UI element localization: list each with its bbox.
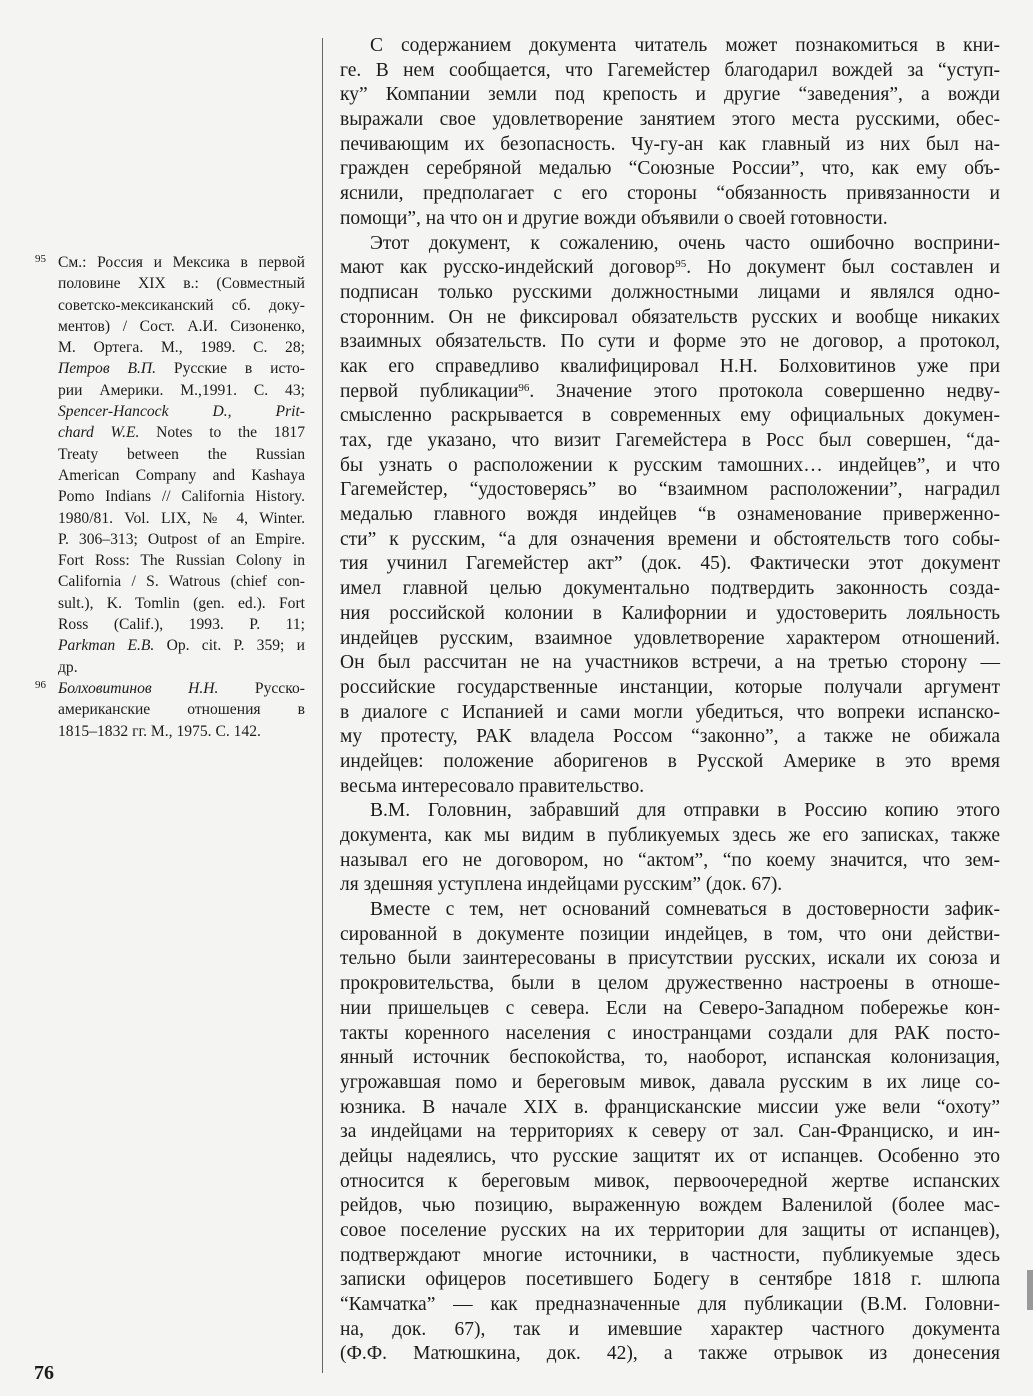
text-run: рии Америки. М.,1991. С. 43;	[58, 381, 305, 399]
text-line	[340, 1046, 1000, 1071]
text-run: смысленно раскрывается в современных ему официальных докумен-	[340, 405, 1000, 427]
footnote-line	[35, 380, 305, 401]
text-line	[340, 1244, 1000, 1269]
text-line	[340, 997, 1000, 1022]
text-run: печивающим их безопасность. Чу-гу-ан как главный из них был на-	[340, 133, 1000, 155]
footnote-reference: 95	[675, 258, 687, 271]
text-run: Вместе с тем, нет оснований сомневаться в достоверности зафик-	[370, 899, 1000, 921]
footnote-line	[35, 699, 305, 720]
text-run: весьма интересовало правительство.	[340, 775, 645, 797]
text-run: прокровительства, были в целом дружественно настроены в отноше-	[340, 973, 1000, 995]
text-line	[340, 676, 1000, 701]
text-run: сированной в документе позиции индейцев, в том, что они действи-	[340, 923, 1000, 945]
footnote-line	[35, 508, 305, 529]
text-run: Op. cit. P. 359; и	[154, 637, 306, 655]
text-run: American Company and Kashaya	[58, 466, 305, 484]
text-run: В.М. Головнин, забравший для отправки в Россию копию этого	[370, 800, 1000, 822]
text-run: Pomo Indians // California History.	[58, 488, 305, 506]
text-line	[340, 824, 1000, 849]
text-run: половине XIX в.: (Совместный	[58, 275, 305, 293]
text-line	[340, 330, 1000, 355]
text-run: называл его не договором, но “актом”, “по коему значится, что зем-	[340, 849, 1000, 871]
footnote-reference: 96	[518, 381, 530, 394]
text-run: сторонним. Он не фиксировал обязательств русских и вообще никаких	[340, 306, 1000, 328]
text-line	[340, 503, 1000, 528]
text-line	[340, 306, 1000, 331]
text-run: яснили, предполагает с его стороны “обязанность привязанности и	[340, 183, 1000, 205]
text-run: Русско-	[218, 679, 305, 697]
text-run: 1980/81. Vol. LIX, № 4, Winter.	[58, 509, 305, 527]
footnote-line	[35, 635, 305, 656]
text-line	[340, 528, 1000, 553]
footnote-line	[35, 657, 305, 678]
text-run: 1815–1832 гг. М., 1975. С. 142.	[58, 722, 261, 740]
footnote-line	[35, 295, 305, 316]
text-line	[340, 577, 1000, 602]
text-line	[340, 232, 1000, 257]
footnote-line	[35, 401, 305, 422]
text-run: тельно были заинтересованы в присутствии русских, искали их союза и	[340, 948, 1000, 970]
text-run: за индейцами на территориях к северу от зал. Сан-Франциско, и ин-	[340, 1121, 1000, 1143]
text-line	[340, 157, 1000, 182]
text-line	[340, 207, 1000, 232]
text-line	[340, 59, 1000, 84]
text-run: американские отношения в	[58, 701, 305, 719]
italic-author-name: Петров В.П.	[58, 360, 157, 378]
text-run: индейцев: положение аборигенов в Русской Америке в это время	[340, 750, 1000, 772]
text-run: угрожавшая помо и береговым мивок, давала русским в их лице со-	[340, 1071, 1000, 1093]
text-run: российские государственные инстанции, которые получали аргумент	[340, 676, 1000, 698]
text-line	[340, 1219, 1000, 1244]
text-run: “Камчатка” — как предназначенные для публикации (В.М. Головни-	[340, 1294, 1000, 1316]
footnote-line	[35, 550, 305, 571]
text-line	[340, 701, 1000, 726]
footnote-line	[35, 486, 305, 507]
footnote-number: 95	[35, 253, 46, 265]
text-line	[340, 873, 1000, 898]
text-run: Гагемейстер, “удостоверясь” во “взаимном расположении”, наградил	[340, 479, 1000, 501]
footnotes-column	[35, 252, 305, 742]
text-line	[340, 1071, 1000, 1096]
text-run: дейцы надеялись, что русские защитят их от испанцев. Особенно это	[340, 1145, 1000, 1167]
italic-author-name: Болховитинов Н.Н.	[58, 679, 219, 697]
footnote-line	[35, 273, 305, 294]
text-line	[340, 923, 1000, 948]
footnote-line	[35, 614, 305, 635]
text-run: М. Ортега. М., 1989. С. 28;	[58, 339, 305, 357]
text-run: sult.), K. Tomlin (gen. ed.). Fort	[58, 594, 305, 612]
footnote-line	[35, 571, 305, 592]
text-run: относится к береговым мивок, первоочередной жертве испанских	[340, 1170, 1000, 1192]
text-run: тия учинил Гагемейстер акт” (док. 45). Фактически этот документ	[340, 553, 1000, 575]
text-run: (Ф.Ф. Матюшкина, док. 42), а также отрывок из донесения	[340, 1343, 1000, 1365]
text-line	[340, 1096, 1000, 1121]
text-line	[340, 775, 1000, 800]
text-run: Он был рассчитан не на участников встречи, а на третью сторону —	[340, 652, 1000, 674]
text-run: такты коренного населения с иностранцами создали для РАК посто-	[340, 1022, 1000, 1044]
text-line	[340, 281, 1000, 306]
text-run: мают как русско-индейский договор	[340, 257, 676, 279]
text-run: подтверждают многие источники, в частности, публикуемые здесь	[340, 1244, 1000, 1266]
text-run: ля здешняя уступлена индейцами русским” (док. 67).	[340, 874, 783, 896]
text-line	[340, 429, 1000, 454]
scan-edge-mark	[1027, 1270, 1033, 1310]
text-line	[340, 355, 1000, 380]
text-run: Ross (Calif.), 1993. P. 11;	[58, 616, 305, 634]
text-run: помощи”, на что он и другие вожди объявили о своей готовности.	[340, 207, 888, 229]
text-line	[340, 1145, 1000, 1170]
text-run: взаимных обязательств. По сути и форме это не договор, а протокол,	[340, 331, 1000, 353]
text-run: С содержанием документа читатель может познакомиться в кни-	[370, 35, 1000, 56]
footnote-line	[35, 529, 305, 550]
footnote-line	[35, 358, 305, 379]
text-line	[340, 454, 1000, 479]
text-run: др.	[58, 658, 78, 676]
text-run: Русские в исто-	[156, 360, 305, 378]
page-number: 76	[34, 1362, 54, 1384]
footnote-line	[35, 316, 305, 337]
footnote-line	[35, 721, 305, 742]
text-line	[340, 750, 1000, 775]
text-line	[340, 1293, 1000, 1318]
text-line	[340, 1120, 1000, 1145]
text-line	[340, 1022, 1000, 1047]
text-run: янный источник беспокойства, то, наоборот, испанская колонизация,	[340, 1047, 1000, 1069]
text-line	[340, 651, 1000, 676]
text-run: Notes to the 1817	[139, 424, 305, 442]
text-line	[340, 602, 1000, 627]
text-line	[340, 849, 1000, 874]
text-run: совое поселение русских на их территории для защиты от испанцев),	[340, 1220, 1000, 1241]
text-run: как его справедливо квалифицировал Н.Н. Болховитинов уже при	[340, 355, 1000, 377]
text-run: советско-мексиканский сб. доку-	[58, 296, 305, 314]
italic-author-name: Spencer-Hancock D., Prit-	[58, 403, 305, 421]
text-run: выражали свое удовлетворение занятием этого места русскими, обес-	[340, 109, 1000, 131]
text-line	[340, 182, 1000, 207]
text-run: нии пришельцев с севера. Если на Северо-Западном побережье кон-	[340, 997, 1000, 1019]
footnote-line	[35, 593, 305, 614]
text-run: Treaty between the Russian	[58, 445, 305, 463]
text-line	[340, 898, 1000, 923]
footnote-line	[35, 678, 305, 699]
text-line	[340, 380, 1000, 405]
text-run: P. 306–313; Outpost of an Empire.	[58, 530, 305, 548]
text-line	[340, 404, 1000, 429]
text-run: тах, где указано, что визит Гагемейстера в Росс был совершен, “да-	[340, 430, 1000, 451]
text-line	[340, 108, 1000, 133]
text-run: См.: Россия и Мексика в первой	[58, 254, 305, 271]
text-run: ния российской колонии в Калифорнии и удостоверить лояльность	[340, 602, 1000, 624]
text-run: подписан только русскими должностными лицами и являлся одно-	[340, 281, 1000, 303]
text-run: Этот документ, к сожалению, очень часто ошибочно восприни-	[370, 232, 1000, 254]
main-text-column	[340, 34, 1000, 1367]
footnote-line	[35, 444, 305, 465]
text-run: . Значение этого протокола совершенно недву-	[529, 380, 1000, 402]
text-run: бы узнать о расположении к русским тамошних… индейцев”, и что	[340, 454, 1000, 476]
text-line	[340, 972, 1000, 997]
text-run: записки офицеров посетившего Бодегу в сентябре 1818 г. шлюпа	[340, 1269, 1000, 1291]
column-divider	[322, 38, 323, 1373]
text-line	[340, 1342, 1000, 1367]
text-run: на, док. 67), так и имевшие характер частного документа	[340, 1318, 1000, 1340]
text-run: ментов) / Сост. А.И. Сизоненко,	[58, 317, 305, 335]
footnote-line	[35, 252, 305, 273]
footnote-line	[35, 465, 305, 486]
text-run: медалью главного вождя индейцев “в ознаменование приверженно-	[340, 504, 1000, 526]
text-run: Fort Ross: The Russian Colony in	[58, 552, 305, 570]
text-line	[340, 34, 1000, 59]
text-run: в диалоге с Испанией и сами могли убедиться, что вопреки испанско-	[340, 701, 1000, 723]
text-line	[340, 256, 1000, 281]
text-line	[340, 1170, 1000, 1195]
footnote-number: 96	[35, 678, 46, 691]
footnote-line	[35, 422, 305, 443]
text-line	[340, 1194, 1000, 1219]
text-line	[340, 1268, 1000, 1293]
text-run: . Но документ был составлен и	[686, 257, 1000, 279]
text-run: имел главной целью документально подтвердить законность созда-	[340, 578, 1000, 600]
text-line	[340, 478, 1000, 503]
footnote-line	[35, 337, 305, 358]
text-run: первой публикации	[340, 380, 519, 402]
text-line	[340, 133, 1000, 158]
italic-author-name: chard W.E.	[58, 424, 140, 442]
text-line	[340, 83, 1000, 108]
text-run: ку” Компании земли под крепость и другие “заведения”, а вожди	[340, 84, 1000, 106]
text-line	[340, 725, 1000, 750]
text-line	[340, 1318, 1000, 1343]
text-run: сти” к русским, “а для означения времени и обстоятельств того собы-	[340, 528, 1000, 550]
text-run: ге. В нем сообщается, что Гагемейстер благодарил вождей за “уступ-	[340, 59, 1000, 81]
text-line	[340, 799, 1000, 824]
text-run: индейцев русским, взаимное удовлетворение характером отношений.	[340, 627, 1000, 649]
text-run: документа, как мы видим в публикуемых здесь же его записках, также	[340, 825, 1000, 846]
text-run: California / S. Watrous (chief con-	[58, 573, 305, 591]
text-run: гражден серебряной медалью “Союзные России”, что, как ему объ-	[340, 158, 1000, 180]
text-line	[340, 627, 1000, 652]
text-run: юзника. В начале XIX в. францисканские миссии уже вели “охоту”	[340, 1096, 1000, 1118]
italic-author-name: Parkman E.B.	[58, 637, 155, 655]
text-line	[340, 947, 1000, 972]
text-run: му протесту, РАК владела Россом “законно”, а также не обижала	[340, 726, 1000, 748]
text-run: рейдов, чью позицию, выраженную вождем Валенилой (более мас-	[340, 1195, 1000, 1217]
text-line	[340, 552, 1000, 577]
